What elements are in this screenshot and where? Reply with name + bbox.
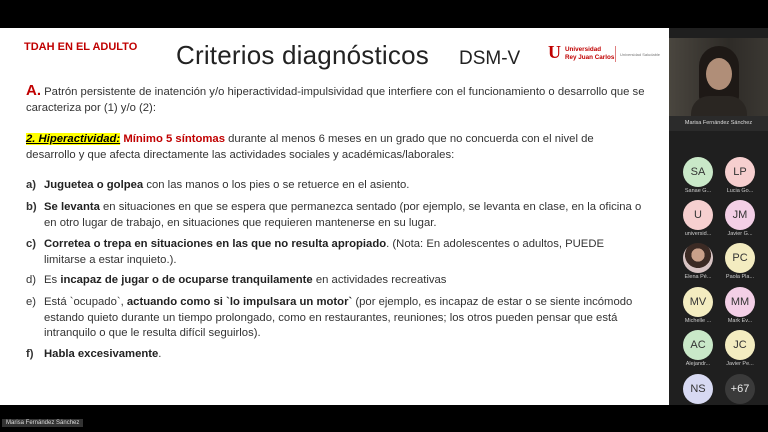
min-symptoms: Mínimo 5 síntomas [123,133,226,145]
participant-tile[interactable] [724,330,756,367]
speaker-name-label: Marisa Fernández Sánchez [2,419,83,427]
self-video-name: Marisa Fernández Sánchez [669,116,768,131]
logo-line1: Universidad [565,46,602,53]
item-pre: Es [44,274,61,286]
participant-tile[interactable] [724,287,756,324]
participant-tile[interactable] [682,200,714,237]
participant-avatar: MV [683,287,713,317]
item-label: b) [26,201,37,213]
item-pre: Está `ocupado`, [44,296,127,308]
participant-name: Elena Pé... [684,274,712,280]
participant-tile[interactable] [724,200,756,237]
criterion-a-letter: A. [26,82,41,99]
item-label: f) [26,348,34,360]
participant-tile[interactable] [682,157,714,194]
item-text: con las manos o los pies o se retuerce en el asiento. [143,179,410,191]
participant-avatar: MM [725,287,755,317]
participant-name: universid... [684,231,712,237]
item-bold: Habla excesivamente [44,348,159,360]
criterion-item-f [26,347,646,363]
university-logo [548,42,661,68]
participant-name: Sanae G... [684,188,712,194]
item-bold: Se levanta [44,201,100,213]
logo-divider [615,46,616,62]
participant-avatar: PC [725,243,755,273]
participant-avatar: SA [683,157,713,187]
participant-name: Alejandr... [685,361,711,367]
criterion-item-b [26,200,646,231]
hyperactivity-paragraph [26,132,646,163]
criterion-a-text: Patrón persistente de inatención y/o hiperactividad-impulsividad que interfiere con el funcionamiento o desarrollo que se caracteriza por (1) y/o (2): [26,86,645,114]
participant-avatar: NS [683,374,713,404]
logo-line3: Universidad Saludable [620,52,661,57]
participant-tile[interactable] [724,243,756,280]
participant-tile[interactable] [724,374,756,405]
item-text: en actividades recreativas [312,274,447,286]
item-text: (por ejemplo, es incapaz de estar o se siente incómodo estando quieto durante un tiempo prolongado, como en restaurantes, reuniones; los otros pueden pensar que está intranquilo o que le resulta difícil seguirlos). [44,296,633,339]
logo-line2: Rey Juan Carlos [565,54,615,61]
hyperactivity-heading: 2. Hiperactividad: [26,133,121,145]
item-label: d) [26,274,37,286]
slide-title: Criterios diagnósticos [176,40,429,70]
presentation-slide [0,28,669,405]
participant-name: Michelle ... [684,318,712,324]
bottom-bar [0,405,768,432]
item-bold: incapaz de jugar o de ocuparse tranquilamente [60,274,313,286]
criterion-item-d [26,273,646,289]
item-text: en situaciones en que se espera que permanezca sentado (por ejemplo, se levanta en clase, en la oficina o en otro lugar de trabajo, en situaciones que requieren mantenerse en su lugar. [44,201,642,229]
item-bold: Juguetea o golpea [44,179,144,191]
hyperactivity-text: durante al menos 6 meses en un grado que no concuerda con el nivel de desarrollo y que afecta directamente las actividades sociales y académicas/laborales: [26,133,594,161]
participant-avatar: JC [725,330,755,360]
logo-mark: U [548,42,561,62]
participant-name: Javier Pe... [726,361,754,367]
participant-avatar: JM [725,200,755,230]
criterion-a-paragraph [26,83,646,116]
item-label: c) [26,238,37,250]
item-bold: Corretea o trepa en situaciones en las que no resulta apropiado [44,238,387,250]
participant-avatar: LP [725,157,755,187]
criterion-item-e [26,295,646,342]
participant-name: Lucia Go... [726,188,754,194]
item-bold: actuando como si `lo impulsara un motor` [126,296,353,308]
video-person-body [691,96,747,116]
participant-name: Javier G... [727,231,753,237]
item-label: e) [26,296,37,308]
participant-name: Paola Pla... [725,274,755,280]
participant-avatar: AC [683,330,713,360]
more-participants-button[interactable]: +67 [725,374,755,404]
item-label: a) [26,179,37,191]
participant-tile[interactable] [682,243,714,280]
participant-tile[interactable] [724,157,756,194]
participant-tile[interactable] [682,287,714,324]
self-video-tile[interactable] [669,38,768,116]
slide-subtitle: DSM-V [459,48,521,69]
participant-tile[interactable] [682,330,714,367]
participant-name: Mark Ev... [727,318,753,324]
participant-avatar: U [683,200,713,230]
video-person-face [706,58,732,90]
criterion-item-a [26,178,646,194]
criterion-item-c [26,237,646,268]
slide-header-label: TDAH EN EL ADULTO [24,41,138,53]
participant-avatar [683,243,713,273]
item-text: . (Nota: En adolescentes o adultos, PUEDE limitarse a estar inquieto.). [44,238,605,266]
item-text: . [158,348,162,360]
